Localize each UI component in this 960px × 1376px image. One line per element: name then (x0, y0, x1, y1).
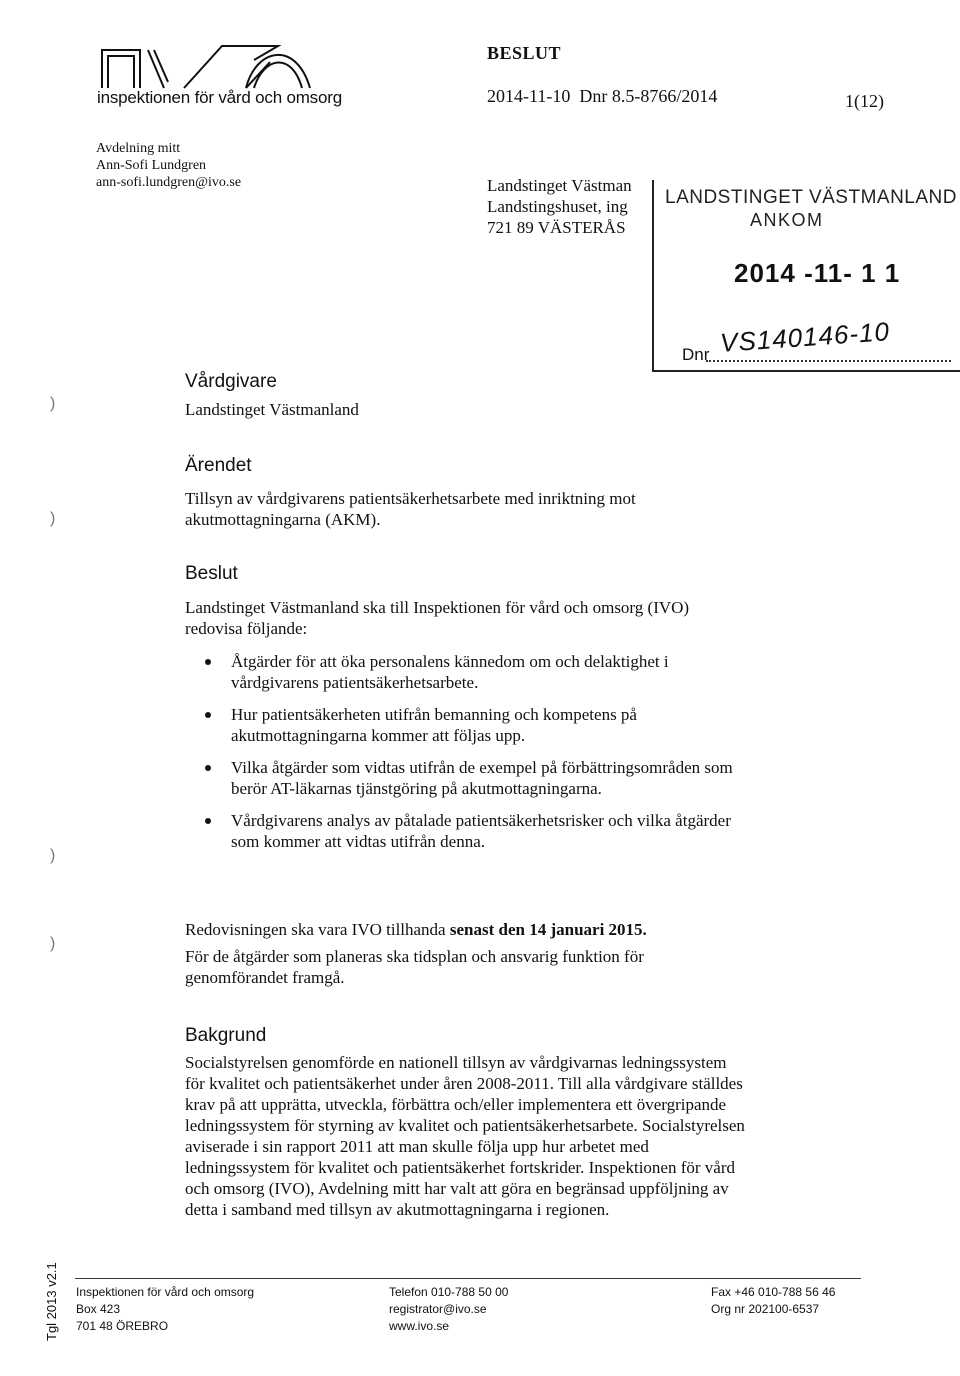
footer-orgnr: Org nr 202100-6537 (711, 1302, 820, 1316)
heading-beslut: Beslut (185, 563, 238, 584)
footer-email: registrator@ivo.se (389, 1302, 487, 1316)
punch-hole-mark: ) (50, 510, 56, 527)
document-date: 2014-11-10 (487, 86, 571, 106)
page-number: 1(12) (845, 91, 884, 111)
bakgrund-text: Socialstyrelsen genomförde en nationell tillsyn av vårdgivarnas ledningssystem för kvalitet och patientsäkerhet under åren 2008-2011. Till alla vårdgivare ställdes krav på att upprätta, utveckla, förbättra och/eller implementera ett övergripande ledningssystem för styrning av kvalitet och patientsäkerhetsarbete. Socialstyrelsen aviserade i sin rapport 2011 att man skulle följa upp hur arbetet med ledningssystem för kvalitet och patientsäkerhet fortskrider. Inspektionen för vård och omsorg (IVO), Avdelning mitt har valt att göra en begränsad uppföljning av detta i samband med tillsyn av akutmottagningarna i regionen. (185, 1053, 745, 1219)
punch-hole-mark: ) (50, 847, 56, 864)
bullet-icon (205, 765, 211, 771)
beslut-intro: Landstinget Västmanland ska till Inspektionen för vård och omsorg (IVO) redovisa följande: (185, 598, 690, 638)
heading-bakgrund: Bakgrund (185, 1025, 267, 1046)
arendet-text: Tillsyn av vårdgivarens patientsäkerhetsarbete med inriktning mot akutmottagningarna (AKM). (185, 489, 636, 529)
list-item-text: Vilka åtgärder som vidtas utifrån de exempel på förbättringsområden som berör AT-läkarnas tjänstgöring på akutmottagningarna. (231, 758, 733, 798)
document-date-dnr (487, 86, 717, 107)
bullet-icon (205, 818, 211, 824)
list-item (185, 651, 745, 693)
footer-city: 701 48 ÖREBRO (76, 1319, 169, 1333)
deadline-text (185, 919, 745, 940)
stamp-date: 2014 -11- 1 1 (734, 258, 901, 288)
sender-department: Avdelning mitt (96, 141, 181, 156)
list-item-text: Åtgärder för att öka personalens kännedom om och delaktighet i vårdgivarens patientsäkerhetsarbete. (231, 652, 669, 692)
sender-email: ann-sofi.lundgren@ivo.se (96, 175, 242, 190)
list-item-text: Vårdgivarens analys av påtalade patientsäkerhetsrisker och vilka åtgärder som kommer att vidtas utifrån denna. (231, 811, 731, 851)
deadline-date: senast den 14 januari 2015. (449, 920, 647, 939)
recipient-line3: 721 89 VÄSTERÅS (487, 218, 626, 237)
vardgivare-value: Landstinget Västmanland (185, 400, 359, 419)
recipient-line1: Landstinget Västman (487, 176, 632, 195)
list-item (185, 704, 745, 746)
heading-vardgivare: Vårdgivare (185, 371, 277, 392)
footer-divider (75, 1278, 861, 1279)
stamp-dnr-handwritten: VS140146-10 (719, 316, 891, 358)
list-item (185, 810, 745, 852)
recipient-line2: Landstingshuset, ing (487, 197, 628, 216)
stamp-dotted-line (706, 360, 951, 362)
ivo-logo (96, 40, 326, 120)
list-item (185, 757, 745, 799)
deadline-prefix: Redovisningen ska vara IVO tillhanda (185, 920, 450, 939)
stamp-subtitle: ANKOM (750, 210, 824, 230)
logo-tagline: inspektionen för vård och omsorg (97, 88, 342, 107)
punch-hole-mark: ) (50, 935, 56, 952)
punch-hole-mark: ) (50, 395, 56, 412)
bullet-icon (205, 659, 211, 665)
sender-block (96, 140, 241, 191)
document-dnr: Dnr 8.5-8766/2014 (579, 86, 718, 106)
beslut-list (185, 651, 745, 863)
footer-fax: Fax +46 010-788 56 46 (711, 1285, 836, 1299)
heading-arendet: Ärendet (185, 455, 252, 476)
planned-measures-text: För de åtgärder som planeras ska tidsplan och ansvarig funktion för genomförandet framgå. (185, 947, 644, 987)
footer-box: Box 423 (76, 1302, 121, 1316)
document-type: BESLUT (487, 43, 562, 63)
recipient-address (487, 175, 632, 238)
stamp-dnr-label: Dnr (682, 345, 710, 364)
form-version: Tgl 2013 v2.1 (44, 1262, 59, 1341)
footer-fax-org (711, 1284, 835, 1318)
footer-contact (389, 1284, 508, 1335)
footer-address (76, 1284, 254, 1335)
sender-name: Ann-Sofi Lundgren (96, 158, 207, 173)
list-item-text: Hur patientsäkerheten utifrån bemanning och kompetens på akutmottagningarna kommer att följas upp. (231, 705, 637, 745)
footer-org-name: Inspektionen för vård och omsorg (76, 1285, 255, 1299)
footer-phone: Telefon 010-788 50 00 (389, 1285, 509, 1299)
footer-web: www.ivo.se (389, 1319, 450, 1333)
bullet-icon (205, 712, 211, 718)
stamp-title: LANDSTINGET VÄSTMANLAND (665, 187, 957, 208)
